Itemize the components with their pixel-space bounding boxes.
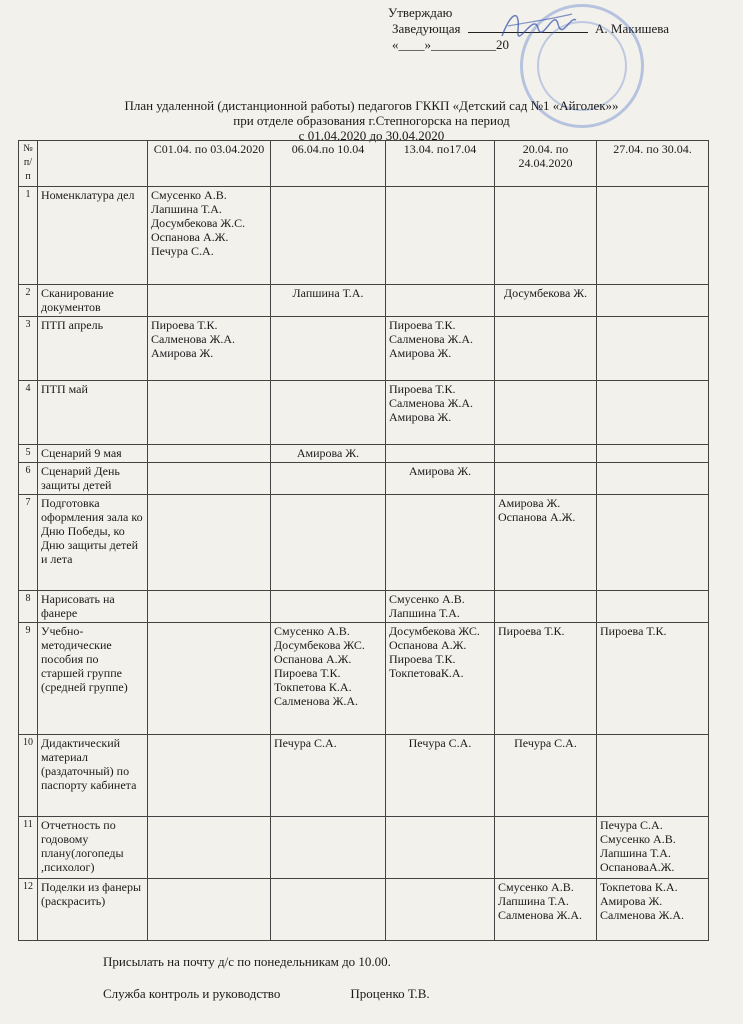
row-cell: [495, 463, 597, 495]
handwritten-signature: [498, 6, 578, 46]
document-title: [0, 98, 743, 143]
row-number: 10: [19, 735, 38, 817]
row-cell: [495, 591, 597, 623]
row-number: 7: [19, 495, 38, 591]
row-cell: [271, 817, 386, 879]
row-cell: [271, 317, 386, 381]
table-row: [19, 445, 709, 463]
row-cell: [271, 187, 386, 285]
row-number: 12: [19, 879, 38, 941]
row-cell: Амирова Ж. Оспанова А.Ж.: [495, 495, 597, 591]
date-year: 20: [496, 37, 509, 52]
row-task: Сценарий 9 мая: [38, 445, 148, 463]
row-cell: Пироева Т.К. Салменова Ж.А. Амирова Ж.: [386, 317, 495, 381]
row-cell: [148, 285, 271, 317]
header-week-5: 27.04. по 30.04.: [597, 141, 709, 187]
row-cell: Смусенко А.В. Лапшина Т.А. Салменова Ж.А.: [495, 879, 597, 941]
row-cell: [495, 317, 597, 381]
row-cell: [148, 591, 271, 623]
row-cell: Пироева Т.К. Салменова Ж.А. Амирова Ж.: [148, 317, 271, 381]
table-row: [19, 187, 709, 285]
table-row: [19, 381, 709, 445]
row-task: Сканирование документов: [38, 285, 148, 317]
row-cell: Смусенко А.В. Лапшина Т.А. Досумбекова Ж.С. Оспанова А.Ж. Печура С.А.: [148, 187, 271, 285]
row-cell: [495, 187, 597, 285]
service-name: Проценко Т.В.: [350, 986, 430, 1001]
table-row: [19, 463, 709, 495]
row-cell: [597, 285, 709, 317]
row-cell: [386, 285, 495, 317]
row-task: Поделки из фанеры (раскрасить): [38, 879, 148, 941]
date-quote-close: »: [424, 37, 431, 52]
row-cell: [148, 495, 271, 591]
table-row: [19, 879, 709, 941]
row-cell: [386, 817, 495, 879]
row-task: ПТП апрель: [38, 317, 148, 381]
row-cell: [597, 381, 709, 445]
row-cell: [271, 879, 386, 941]
approval-date: «____»__________20: [392, 37, 509, 52]
row-cell: [271, 463, 386, 495]
row-cell: Досумбекова Ж.: [495, 285, 597, 317]
table-row: [19, 495, 709, 591]
row-task: Сценарий День защиты детей: [38, 463, 148, 495]
row-cell: [495, 381, 597, 445]
table-row: [19, 317, 709, 381]
table-row: [19, 591, 709, 623]
footer-signature: [103, 986, 430, 1002]
row-cell: [148, 463, 271, 495]
service-label: Служба контроль и руководство: [103, 986, 281, 1001]
row-cell: [495, 445, 597, 463]
row-number: 2: [19, 285, 38, 317]
table-row: [19, 285, 709, 317]
row-cell: [148, 817, 271, 879]
row-cell: [148, 623, 271, 735]
row-cell: [148, 381, 271, 445]
row-number: 11: [19, 817, 38, 879]
row-cell: Амирова Ж.: [386, 463, 495, 495]
row-cell: [386, 445, 495, 463]
row-cell: [148, 879, 271, 941]
row-cell: [271, 495, 386, 591]
header-week-1: С01.04. по 03.04.2020: [148, 141, 271, 187]
row-task: Подготовка оформления зала ко Дню Победы, ко Дню защиты детей и лета: [38, 495, 148, 591]
row-task: Нарисовать на фанере: [38, 591, 148, 623]
row-cell: Смусенко А.В. Лапшина Т.А.: [386, 591, 495, 623]
header-task: [38, 141, 148, 187]
schedule-table: [18, 140, 709, 941]
row-cell: Досумбекова ЖС. Оспанова А.Ж. Пироева Т.К. ТокпетоваК.А.: [386, 623, 495, 735]
row-cell: Печура С.А. Смусенко А.В. Лапшина Т.А. ОспановаА.Ж.: [597, 817, 709, 879]
row-task: Дидактический материал (раздаточный) по паспорту кабинета: [38, 735, 148, 817]
row-cell: Печура С.А.: [271, 735, 386, 817]
header-row: [19, 141, 709, 187]
row-cell: [597, 317, 709, 381]
row-task: Отчетность по годовому плану(логопеды ,психолог): [38, 817, 148, 879]
row-cell: Лапшина Т.А.: [271, 285, 386, 317]
row-task: Учебно-методические пособия по старшей группе (средней группе): [38, 623, 148, 735]
row-number: 9: [19, 623, 38, 735]
row-cell: Смусенко А.В. Досумбекова ЖС. Оспанова А.Ж. Пироева Т.К. Токпетова К.А. Салменова Ж.А.: [271, 623, 386, 735]
header-week-4: 20.04. по 24.04.2020: [495, 141, 597, 187]
approve-label: Утверждаю: [388, 5, 453, 20]
header-week-2: 06.04.по 10.04: [271, 141, 386, 187]
row-cell: [271, 591, 386, 623]
row-cell: [386, 495, 495, 591]
row-cell: [271, 381, 386, 445]
row-cell: [597, 463, 709, 495]
row-cell: Пироева Т.К. Салменова Ж.А. Амирова Ж.: [386, 381, 495, 445]
title-line-3: с 01.04.2020 до 30.04.2020: [298, 128, 445, 143]
row-number: 4: [19, 381, 38, 445]
row-cell: Печура С.А.: [386, 735, 495, 817]
row-cell: [597, 445, 709, 463]
row-number: 5: [19, 445, 38, 463]
row-cell: [386, 879, 495, 941]
table-row: [19, 623, 709, 735]
header-week-3: 13.04. по17.04: [386, 141, 495, 187]
row-cell: Амирова Ж.: [271, 445, 386, 463]
date-quote-open: «: [392, 37, 399, 52]
row-cell: Печура С.А.: [495, 735, 597, 817]
header-number: № п/п: [19, 141, 38, 187]
row-task: Номенклатура дел: [38, 187, 148, 285]
head-label: Заведующая: [392, 21, 461, 36]
row-cell: [597, 735, 709, 817]
head-name: А. Макишева: [595, 21, 670, 36]
title-line-2: при отделе образования г.Степногорска на период: [233, 113, 510, 128]
row-cell: [148, 445, 271, 463]
row-cell: Пироева Т.К.: [597, 623, 709, 735]
row-cell: [386, 187, 495, 285]
row-cell: [148, 735, 271, 817]
row-number: 6: [19, 463, 38, 495]
row-cell: [597, 591, 709, 623]
row-cell: [597, 187, 709, 285]
row-number: 8: [19, 591, 38, 623]
row-task: ПТП май: [38, 381, 148, 445]
row-cell: [495, 817, 597, 879]
row-cell: [597, 495, 709, 591]
row-number: 1: [19, 187, 38, 285]
row-cell: Пироева Т.К.: [495, 623, 597, 735]
footer-note: Присылать на почту д/с по понедельникам до 10.00.: [103, 954, 391, 969]
row-number: 3: [19, 317, 38, 381]
table-row: [19, 817, 709, 879]
table-row: [19, 735, 709, 817]
title-line-1: План удаленной (дистанционной работы) педагогов ГККП «Детский сад №1 «Айголек»»: [124, 98, 619, 113]
row-cell: Токпетова К.А. Амирова Ж. Салменова Ж.А.: [597, 879, 709, 941]
